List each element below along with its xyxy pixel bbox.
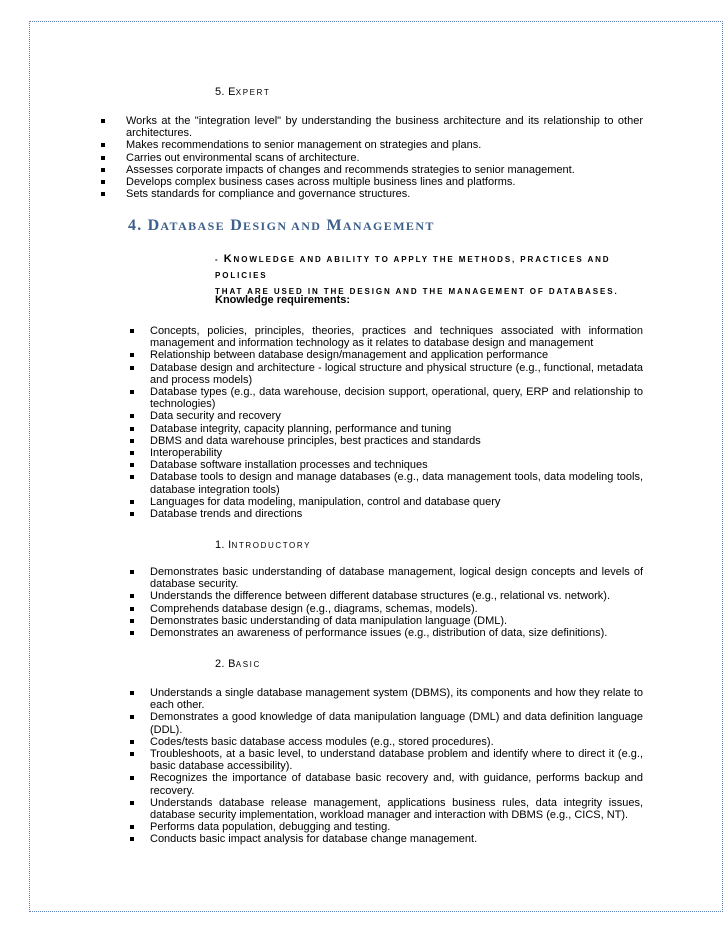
level-title-initial: B [228, 658, 236, 670]
section-title [148, 217, 435, 234]
subtitle-line-1: - KNOWLEDGE AND ABILITY TO APPLY THE METHODS, PRACTICES AND POLICIES [215, 253, 611, 280]
title-initial: D [230, 217, 244, 234]
title-rest: ATABASE [160, 219, 226, 233]
knowledge-bullet-list [150, 325, 643, 520]
subtitle-line-2: THAT ARE USED IN THE DESIGN AND THE MANAGEMENT OF DATABASES. [215, 287, 619, 296]
list-item: Performs data population, debugging and testing. [150, 821, 643, 833]
list-item: Conducts basic impact analysis for database change management. [150, 833, 643, 845]
list-item: Data security and recovery [150, 410, 643, 422]
list-item: Recognizes the importance of database basic recovery and, with guidance, performs backup and recovery. [150, 772, 643, 797]
list-item: Interoperability [150, 447, 643, 459]
level-title-rest: XPERT [235, 88, 271, 97]
list-item: Develops complex business cases across multiple business lines and platforms. [126, 176, 643, 188]
list-item: Comprehends database design (e.g., diagrams, schemas, models). [150, 603, 643, 615]
list-item: Concepts, policies, principles, theories, practices and techniques associated with information management and information technology as it relates to database design and management [150, 325, 643, 350]
list-item: Makes recommendations to senior management on strategies and plans. [126, 139, 643, 151]
level-title-introductory [215, 539, 311, 551]
list-item: Database design and architecture - logical structure and physical structure (e.g., functional, metadata and process models) [150, 361, 643, 386]
level-title-basic [215, 658, 261, 670]
list-item: Understands a single database management system (DBMS), its components and how they relate to each other. [150, 687, 643, 712]
section-heading [128, 217, 435, 235]
level-number: 1. [215, 539, 225, 551]
list-item: Codes/tests basic database access modules (e.g., stored procedures). [150, 736, 643, 748]
list-item: Demonstrates basic understanding of database management, logical design concepts and levels of database security. [150, 566, 643, 591]
section-subtitle [215, 251, 645, 300]
level-title-rest: ASIC [235, 660, 261, 669]
list-item: Understands the difference between different database structures (e.g., relational vs. network). [150, 590, 643, 602]
title-rest: ANAGEMENT [342, 219, 435, 233]
list-item: Sets standards for compliance and governance structures. [126, 188, 643, 200]
level-title-initial: I [228, 539, 232, 551]
level-title-expert [215, 86, 270, 98]
list-item: Relationship between database design/management and application performance [150, 349, 643, 361]
list-item: Understands database release management, applications business rules, data integrity issues, database security implementation, workload manager and interaction with DBMS (e.g., CICS, NT). [150, 796, 643, 822]
list-item: Database types (e.g., data warehouse, decision support, operational, query, ERP and relationship to technologies) [150, 386, 643, 411]
basic-bullet-list [150, 687, 643, 846]
list-item: Database integrity, capacity planning, performance and tuning [150, 423, 643, 435]
list-item: Demonstrates basic understanding of data manipulation language (DML). [150, 615, 643, 627]
level-title-initial: E [228, 86, 236, 98]
list-item: Languages for data modeling, manipulation, control and database query [150, 496, 643, 508]
list-item: Database software installation processes and techniques [150, 459, 643, 471]
level-title-rest: NTRODUCTORY [231, 541, 312, 550]
title-rest: ESIGN AND [243, 219, 322, 233]
title-initial: M [326, 217, 343, 234]
title-initial: D [147, 217, 161, 234]
list-item: Demonstrates a good knowledge of data manipulation language (DML) and data definition language (DDL). [150, 711, 643, 736]
knowledge-requirements-label: Knowledge requirements: [215, 294, 351, 306]
section-number: 4. [128, 217, 143, 234]
list-item: Database tools to design and manage databases (e.g., data management tools, data modeling tools, database integration tools) [150, 471, 643, 496]
expert-bullet-list [126, 115, 643, 200]
introductory-bullet-list [150, 566, 643, 639]
list-item: DBMS and data warehouse principles, best practices and standards [150, 435, 643, 447]
list-item: Works at the "integration level" by understanding the business architecture and its relationship to other architectures. [126, 115, 643, 140]
list-item: Troubleshoots, at a basic level, to understand database problem and identify where to direct it (e.g., basic database accessibility). [150, 748, 643, 773]
list-item: Assesses corporate impacts of changes and recommends strategies to senior management. [126, 164, 643, 176]
level-number: 2. [215, 658, 225, 670]
list-item: Carries out environmental scans of architecture. [126, 152, 643, 164]
list-item: Database trends and directions [150, 508, 643, 520]
level-number: 5. [215, 86, 225, 98]
list-item: Demonstrates an awareness of performance issues (e.g., distribution of data, size definitions). [150, 627, 643, 639]
